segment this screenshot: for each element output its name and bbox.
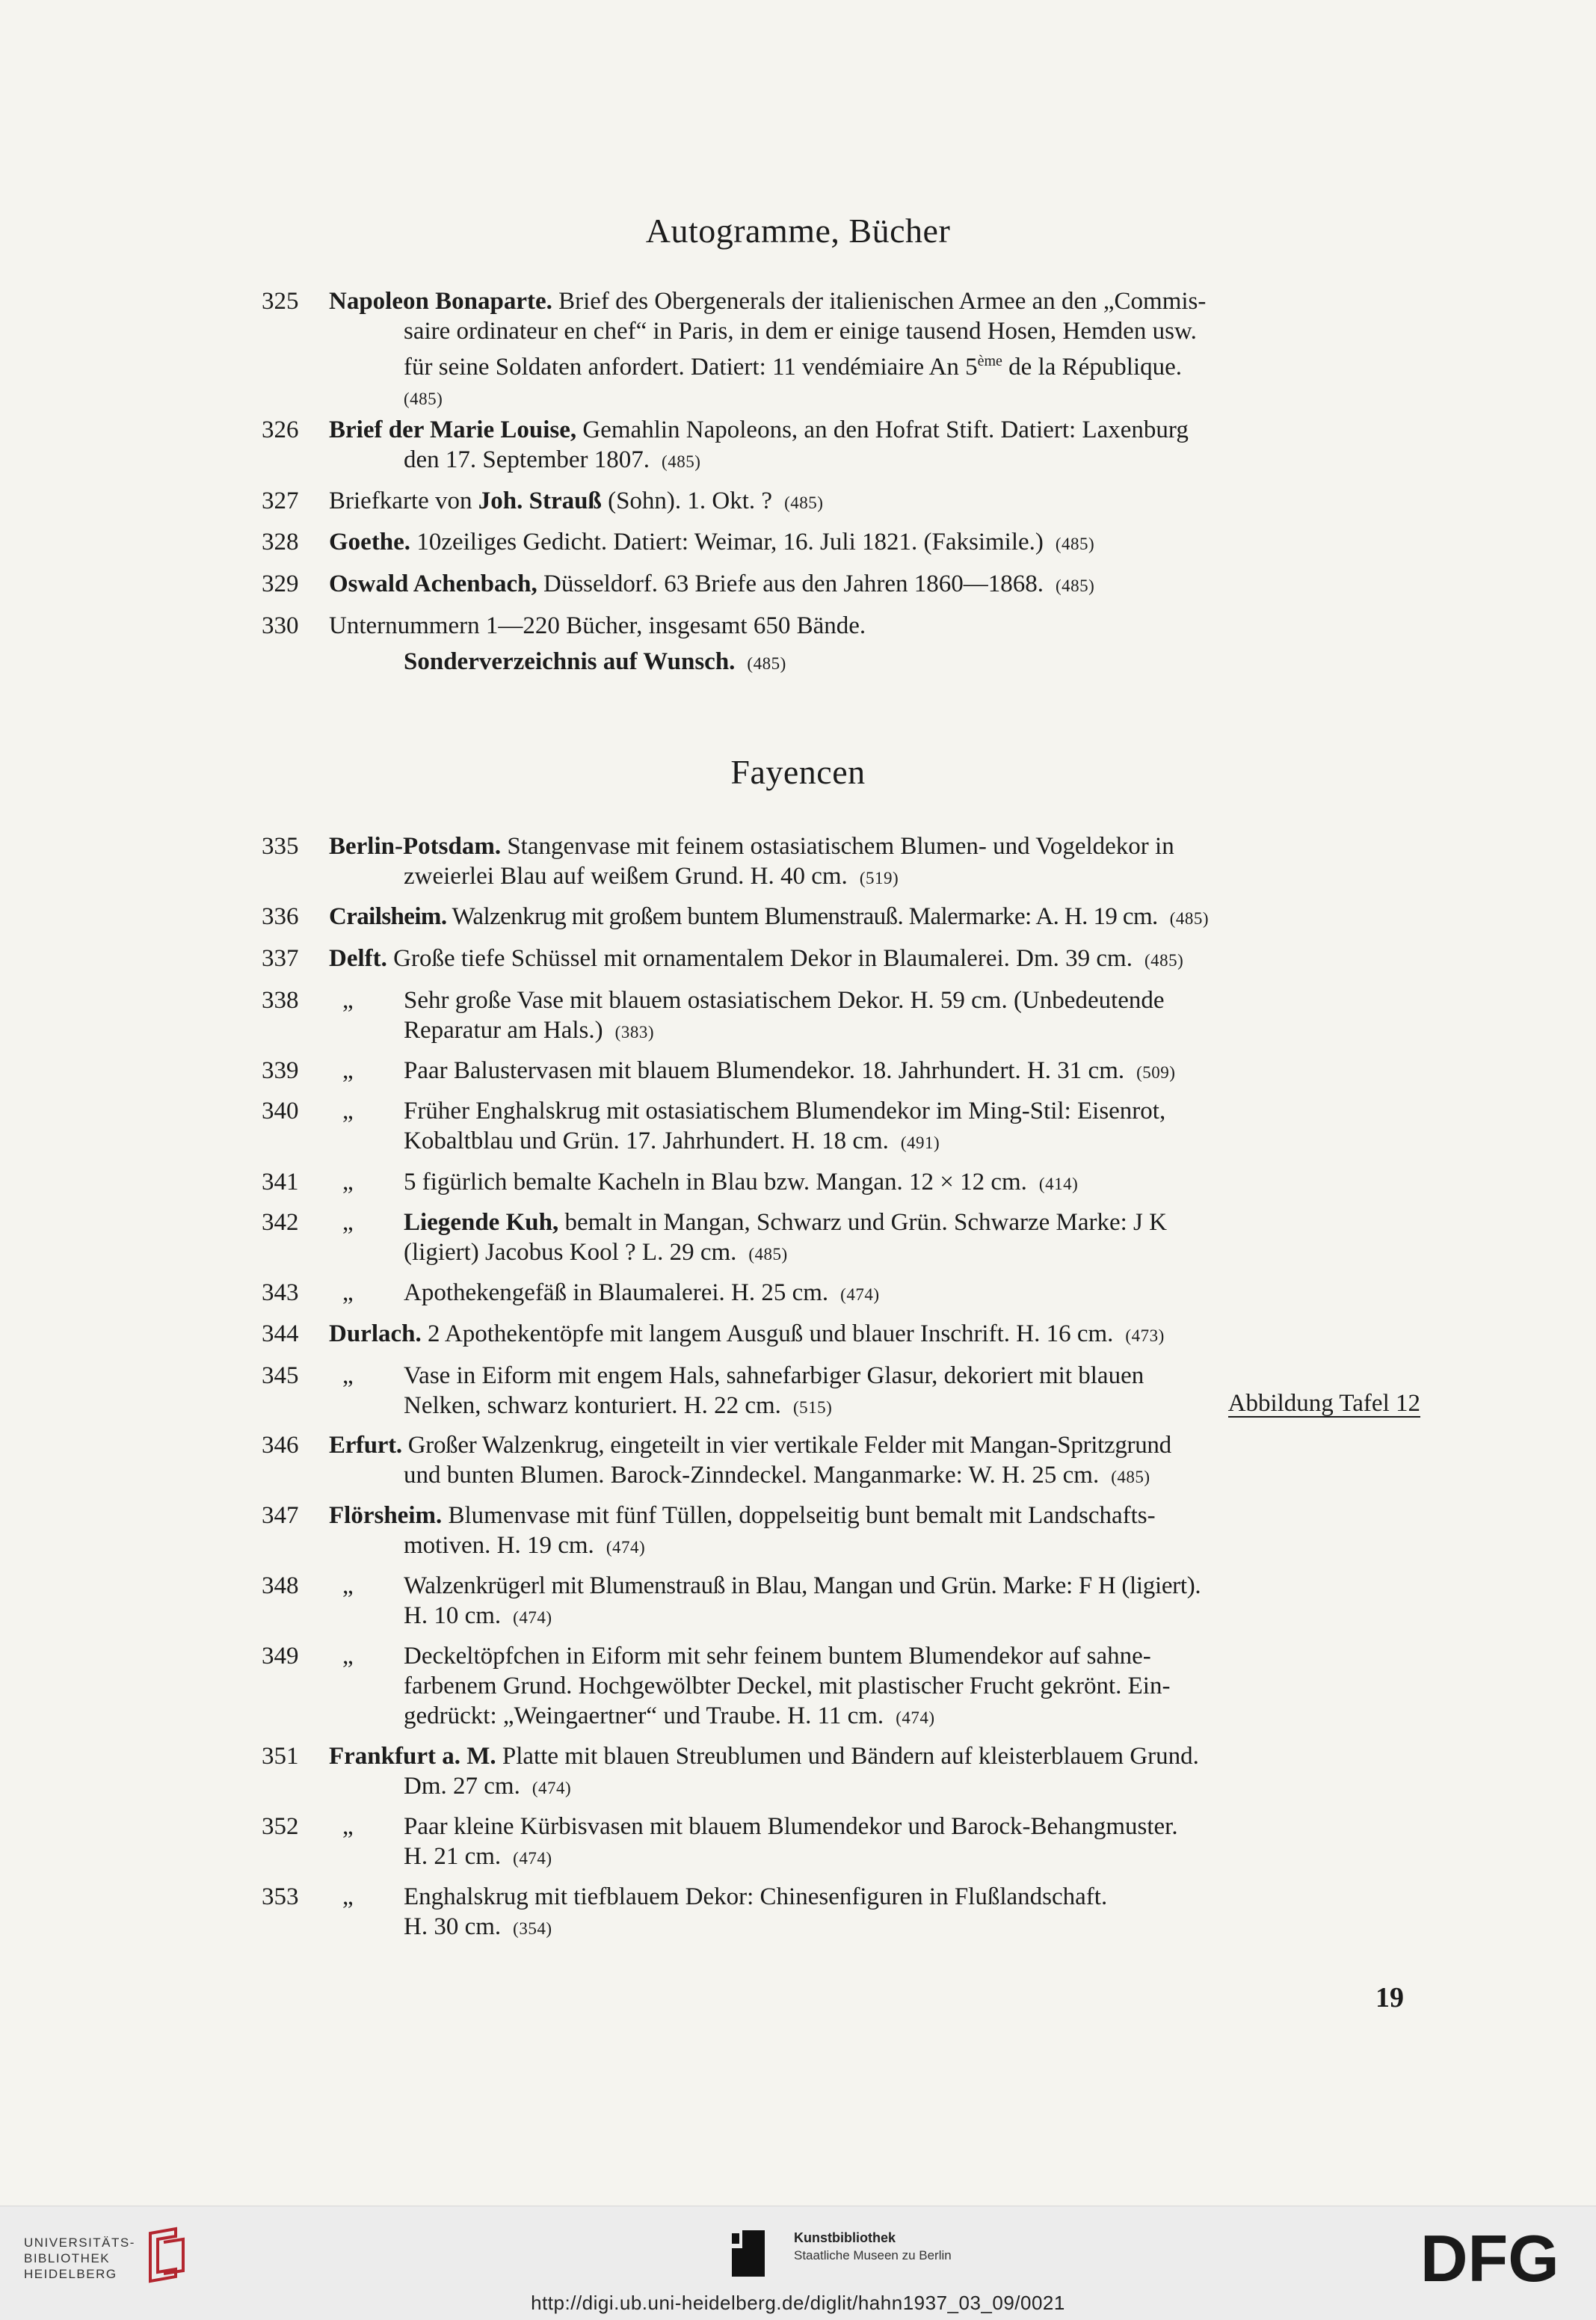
entry-341 <box>262 1167 1420 1199</box>
entry-reference: (354) <box>513 1919 552 1938</box>
ditto-mark: „ <box>342 1362 354 1389</box>
entry-text: H. 30 cm. <box>404 1913 502 1940</box>
entry-text: für seine Soldaten anfordert. Datiert: 11 vendémiaire An 5 <box>404 354 978 381</box>
entry-reference: (383) <box>614 1023 654 1041</box>
entry-heading: Flörsheim. <box>329 1502 443 1529</box>
entry-text: (Sohn). 1. Okt. ? <box>601 487 773 514</box>
entry-327 <box>262 486 1420 518</box>
entry-338 <box>262 985 1420 1047</box>
entry-number: 341 <box>262 1169 299 1196</box>
entry-number: 338 <box>262 987 299 1014</box>
entry-352 <box>262 1812 1420 1874</box>
entry-text: Vase in Eiform mit engem Hals, sahnefarbiger Glasur, dekoriert mit blauen <box>404 1362 1144 1389</box>
entry-heading: Frankfurt a. M. <box>329 1743 496 1770</box>
uni-line: HEIDELBERG <box>24 2267 117 2281</box>
entry-340 <box>262 1096 1420 1158</box>
entry-343 <box>262 1278 1420 1310</box>
entry-heading: Durlach. <box>329 1320 422 1347</box>
entry-text: Dm. 27 cm. <box>404 1773 520 1800</box>
entry-342 <box>262 1207 1420 1270</box>
entry-text: den 17. September 1807. <box>404 446 650 473</box>
kunstbibliothek-subtitle: Staatliche Museen zu Berlin <box>794 2248 952 2262</box>
entry-text: de la République. <box>1002 354 1183 381</box>
entry-text: Blumenvase mit fünf Tüllen, doppelseitig bunt bemalt mit Landschafts- <box>442 1502 1156 1529</box>
entry-reference: (485) <box>748 1245 788 1264</box>
entry-329 <box>262 569 1420 601</box>
entry-heading: Joh. Strauß <box>478 487 602 514</box>
kunstbibliothek-name[interactable]: Kunstbibliothek <box>794 2230 896 2245</box>
entry-text: motiven. H. 19 cm. <box>404 1532 594 1559</box>
entry-reference: (485) <box>1055 535 1095 553</box>
entry-number: 342 <box>262 1209 299 1236</box>
entry-number: 330 <box>262 612 299 639</box>
entry-number: 339 <box>262 1057 299 1084</box>
ditto-mark: „ <box>342 1883 354 1910</box>
entry-text: 10zeiliges Gedicht. Datiert: Weimar, 16. Juli 1821. (Faksimile.) <box>410 529 1044 556</box>
ditto-mark: „ <box>342 1643 354 1670</box>
entry-heading: Goethe. <box>329 529 411 556</box>
section-title-autogramme: Autogramme, Bücher <box>645 212 951 250</box>
entry-heading: Erfurt. <box>329 1432 402 1459</box>
entry-number: 325 <box>262 288 299 315</box>
entry-353 <box>262 1882 1420 1944</box>
kunstbibliothek-logo-icon[interactable] <box>729 2229 778 2278</box>
heidelberg-logo-icon[interactable] <box>146 2226 188 2286</box>
ditto-mark: „ <box>342 1057 354 1084</box>
ditto-mark: „ <box>342 1209 354 1236</box>
plate-reference: Abbildung Tafel 12 <box>1227 1390 1420 1417</box>
entry-heading: Crailsheim. <box>329 903 447 930</box>
entry-number: 340 <box>262 1098 299 1124</box>
entry-reference: (474) <box>606 1538 646 1557</box>
entry-text: Reparatur am Hals.) <box>404 1017 603 1044</box>
entry-reference: (491) <box>900 1133 940 1152</box>
entry-number: 336 <box>262 903 299 930</box>
entry-text: Gemahlin Napoleons, an den Hofrat Stift. Datiert: Laxenburg <box>576 416 1189 443</box>
entry-text: Kobaltblau und Grün. 17. Jahrhundert. H. 18 cm. <box>404 1127 889 1154</box>
permalink-url[interactable]: http://digi.ub.uni-heidelberg.de/diglit/hahn1937_03_09/0021 <box>531 2292 1065 2314</box>
entry-text: saire ordinateur en chef“ in Paris, in dem er einige tausend Hosen, Hemden usw. <box>404 318 1197 345</box>
entry-text: Unternummern 1—220 Bücher, insgesamt 650 Bände. <box>329 612 866 639</box>
entry-reference: (519) <box>859 869 899 887</box>
entry-number: 345 <box>262 1362 299 1389</box>
entry-reference: (485) <box>1144 951 1184 970</box>
entry-number: 328 <box>262 529 299 556</box>
entry-heading: Liegende Kuh, <box>404 1209 559 1236</box>
page-number: 19 <box>1375 1982 1404 2013</box>
entry-325 <box>262 286 1420 414</box>
entry-number: 343 <box>262 1279 299 1306</box>
uni-line: UNIVERSITÄTS- <box>24 2236 135 2250</box>
entry-reference: (485) <box>784 493 824 512</box>
entry-335 <box>262 831 1420 893</box>
entry-text: Platte mit blauen Streublumen und Bändern auf kleisterblauem Grund. <box>496 1743 1199 1770</box>
entry-text: Walzenkrügerl mit Blumenstrauß in Blau, Mangan und Grün. Marke: F H (ligiert). <box>404 1572 1201 1599</box>
entry-heading: Berlin-Potsdam. <box>329 833 502 860</box>
entry-reference: (515) <box>792 1398 833 1417</box>
entry-reference: (474) <box>840 1285 880 1304</box>
entry-351 <box>262 1741 1420 1803</box>
entry-number: 329 <box>262 570 299 597</box>
entry-336 <box>262 902 1420 934</box>
entry-number: 335 <box>262 833 299 860</box>
entry-heading: Brief der Marie Louise, <box>329 416 577 443</box>
entry-339 <box>262 1056 1420 1088</box>
entry-text: 2 Apothekentöpfe mit langem Ausguß und blauer Inschrift. H. 16 cm. <box>421 1320 1114 1347</box>
ditto-mark: „ <box>342 1098 354 1124</box>
entry-text: Paar Balustervasen mit blauem Blumendekor. 18. Jahrhundert. H. 31 cm. <box>404 1057 1125 1084</box>
entry-number: 344 <box>262 1320 299 1347</box>
entry-337 <box>262 944 1420 976</box>
entry-text: Walzenkrug mit großem buntem Blumenstrauß. Malermarke: A. H. 19 cm. <box>446 903 1158 930</box>
dfg-logo-text: DFG <box>1420 2227 1559 2287</box>
entry-text: (ligiert) Jacobus Kool ? L. 29 cm. <box>404 1239 737 1266</box>
entry-text: gedrückt: „Weingaertner“ und Traube. H. 11 cm. <box>404 1702 884 1729</box>
entry-text: Düsseldorf. 63 Briefe aus den Jahren 1860—1868. <box>537 570 1044 597</box>
entry-number: 351 <box>262 1743 299 1770</box>
entry-heading: Delft. <box>329 945 387 972</box>
entry-number: 326 <box>262 416 299 443</box>
entry-text: Stangenvase mit feinem ostasiatischem Blumen- und Vogeldekor in <box>501 833 1174 860</box>
entry-text: Deckeltöpfchen in Eiform mit sehr feinem buntem Blumendekor auf sahne- <box>404 1643 1151 1670</box>
entry-number: 347 <box>262 1502 299 1529</box>
entry-text: farbenem Grund. Hochgewölbter Deckel, mit plastischer Frucht gekrönt. Ein- <box>404 1673 1171 1699</box>
ditto-mark: „ <box>342 1813 354 1840</box>
entry-345 <box>262 1361 1420 1423</box>
entry-reference: (473) <box>1125 1326 1165 1345</box>
entry-text: bemalt in Mangan, Schwarz und Grün. Schwarze Marke: J K <box>558 1209 1167 1236</box>
entry-number: 349 <box>262 1643 299 1670</box>
entry-text: H. 10 cm. <box>404 1602 502 1629</box>
entry-number: 346 <box>262 1432 299 1459</box>
entry-346 <box>262 1430 1420 1492</box>
entry-reference: (414) <box>1038 1175 1079 1193</box>
uni-line: BIBLIOTHEK <box>24 2251 111 2265</box>
entry-text: Apothekengefäß in Blaumalerei. H. 25 cm. <box>404 1279 829 1306</box>
entry-text: Sehr große Vase mit blauem ostasiatischem Dekor. H. 59 cm. (Unbedeutende <box>404 987 1165 1014</box>
ditto-mark: „ <box>342 1169 354 1196</box>
entry-superscript: ème <box>977 353 1002 369</box>
entry-text: 5 figürlich bemalte Kacheln in Blau bzw. Mangan. 12 × 12 cm. <box>404 1169 1027 1196</box>
entry-text: Großer Walzenkrug, eingeteilt in vier vertikale Felder mit Mangan-Spritzgrund <box>401 1432 1171 1459</box>
entry-reference: (485) <box>404 390 443 408</box>
entry-330 <box>262 611 1420 679</box>
entry-reference: (474) <box>513 1608 552 1627</box>
entry-text: H. 21 cm. <box>404 1843 502 1870</box>
entry-349 <box>262 1641 1420 1733</box>
entry-reference: (485) <box>747 654 786 673</box>
entry-reference: (485) <box>662 452 701 471</box>
entry-heading: Napoleon Bonaparte. <box>329 288 552 315</box>
entry-text: Enghalskrug mit tiefblauem Dekor: Chinesenfiguren in Flußlandschaft. <box>404 1883 1108 1910</box>
entry-reference: (485) <box>1169 909 1210 928</box>
entry-number: 352 <box>262 1813 299 1840</box>
entry-reference: (509) <box>1136 1063 1176 1082</box>
entry-text: Nelken, schwarz konturiert. H. 22 cm. <box>404 1392 781 1419</box>
entry-number: 353 <box>262 1883 299 1910</box>
entry-text: und bunten Blumen. Barock-Zinndeckel. Manganmarke: W. H. 25 cm. <box>404 1462 1100 1489</box>
entry-328 <box>262 527 1420 559</box>
entry-reference: (474) <box>896 1708 935 1727</box>
entry-text: Früher Enghalskrug mit ostasiatischem Blumendekor im Ming-Stil: Eisenrot, <box>404 1098 1166 1124</box>
dfg-logo-icon[interactable] <box>1420 2227 1574 2287</box>
entry-348 <box>262 1571 1420 1633</box>
university-library-name[interactable] <box>24 2235 135 2282</box>
entry-reference: (474) <box>532 1779 572 1797</box>
entry-326 <box>262 415 1420 477</box>
ditto-mark: „ <box>342 1572 354 1599</box>
entry-text: Große tiefe Schüssel mit ornamentalem Dekor in Blaumalerei. Dm. 39 cm. <box>386 945 1133 972</box>
ditto-mark: „ <box>342 987 354 1014</box>
entry-note: Sonderverzeichnis auf Wunsch. <box>404 648 736 675</box>
entry-reference: (474) <box>513 1849 552 1868</box>
ditto-mark: „ <box>342 1279 354 1306</box>
entry-reference: (485) <box>1111 1468 1150 1486</box>
entry-text: Paar kleine Kürbisvasen mit blauem Blumendekor und Barock-Behangmuster. <box>404 1813 1178 1840</box>
entry-text: Brief des Obergenerals der italienischen Armee an den „Commis- <box>552 288 1207 315</box>
entry-reference: (485) <box>1056 576 1095 595</box>
entry-344 <box>262 1319 1420 1351</box>
section-title-fayencen: Fayencen <box>730 753 866 791</box>
entry-347 <box>262 1501 1420 1563</box>
entry-number: 337 <box>262 945 299 972</box>
entry-text: Briefkarte von <box>329 487 478 514</box>
viewer-footer <box>0 2206 1596 2320</box>
entry-number: 327 <box>262 487 299 514</box>
entry-text: zweierlei Blau auf weißem Grund. H. 40 cm. <box>404 863 848 890</box>
entry-number: 348 <box>262 1572 299 1599</box>
entry-heading: Oswald Achenbach, <box>329 570 537 597</box>
